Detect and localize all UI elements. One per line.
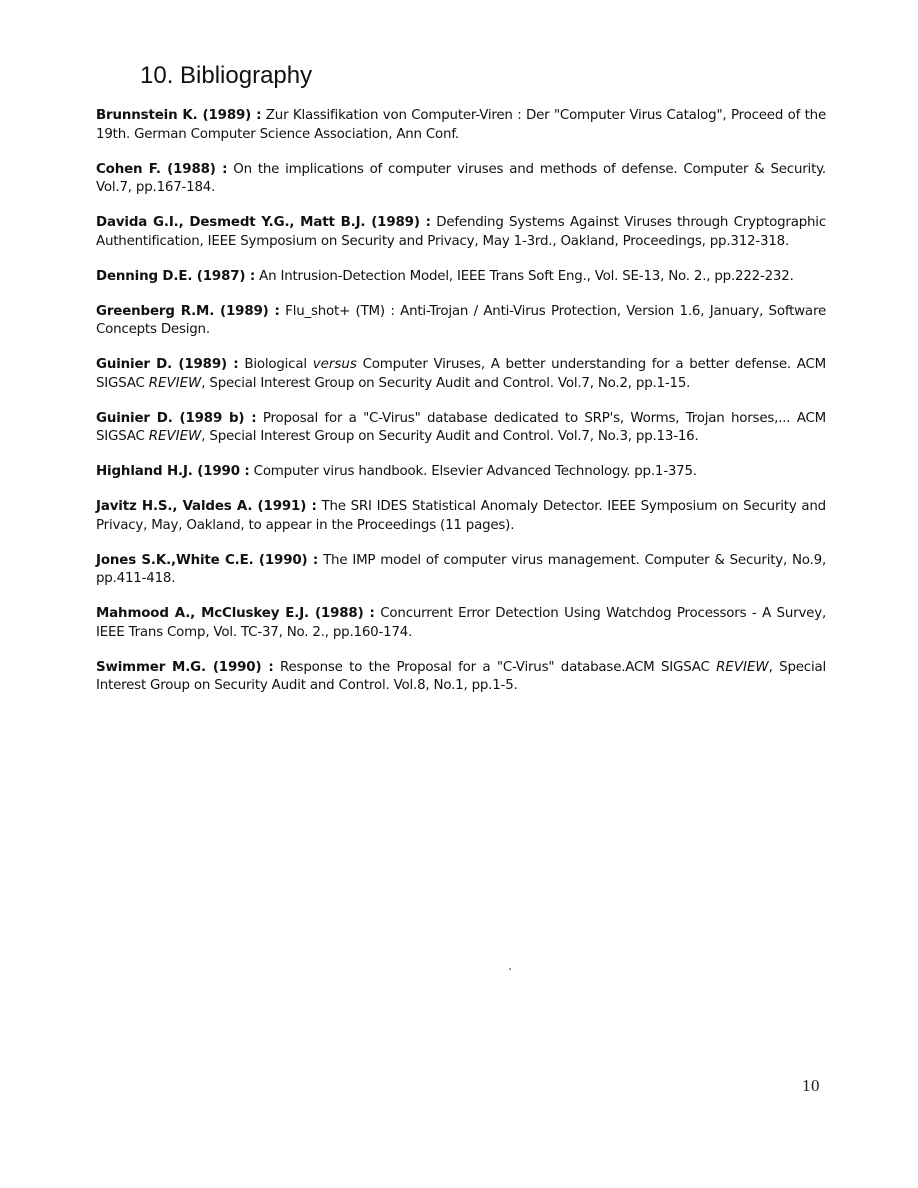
reference-authors: Jones S.K.,White C.E. (1990) : xyxy=(96,552,319,568)
reference-italic-text: REVIEW xyxy=(148,375,202,391)
reference-text: Biological xyxy=(238,357,313,372)
reference-guinier-1989 xyxy=(96,356,826,393)
reference-text: The IMP model of computer virus management. Computer & Security, No.9, pp.411-418. xyxy=(96,552,826,586)
reference-list xyxy=(96,107,826,712)
reference-guinier-1989b xyxy=(96,410,826,447)
reference-text: The SRI IDES Statistical Anomaly Detector. IEEE Symposium on Security and Privacy, May, Oakland, to appear in the Proceedings (11 pages). xyxy=(96,499,826,533)
scan-speck xyxy=(509,968,511,970)
reference-cohen-1988 xyxy=(96,161,826,198)
reference-text: Proposal for a "C-Virus" database dedicated to SRP's, Worms, Trojan horses,... ACM SIGSAC xyxy=(96,410,826,444)
reference-text: Computer Viruses, A better understanding for a better defense. ACM SIGSAC xyxy=(96,357,826,391)
reference-mahmood-1988 xyxy=(96,605,826,642)
reference-authors: Mahmood A., McCluskey E.J. (1988) : xyxy=(96,606,375,621)
reference-swimmer-1990 xyxy=(96,659,826,696)
reference-text: An Intrusion-Detection Model, IEEE Trans Soft Eng., Vol. SE-13, No. 2., pp.222-232. xyxy=(255,268,794,284)
reference-davida-1989 xyxy=(96,214,826,251)
reference-authors: Brunnstein K. (1989) : xyxy=(96,108,262,123)
reference-authors: Cohen F. (1988) : xyxy=(96,161,228,177)
reference-text: , Special Interest Group on Security Audit and Control. Vol.7, No.3, pp.13-16. xyxy=(201,429,699,444)
reference-text: On the implications of computer viruses and methods of defense. Computer & Security. Vol.7, pp.167-184. xyxy=(96,161,826,195)
reference-brunnstein-1989 xyxy=(96,107,826,144)
reference-text: Defending Systems Against Viruses through Cryptographic Authentification, IEEE Symposium on Security and Privacy, May 1-3rd., Oakland, Proceedings, pp.312-318. xyxy=(96,215,826,249)
reference-authors: Davida G.I., Desmedt Y.G., Matt B.J. (1989) : xyxy=(96,215,431,230)
reference-text: , Special Interest Group on Security Audit and Control. Vol.7, No.2, pp.1-15. xyxy=(201,375,691,391)
reference-authors: Denning D.E. (1987) : xyxy=(96,268,256,284)
reference-italic-text: REVIEW xyxy=(716,659,769,675)
reference-authors: Guinier D. (1989) : xyxy=(96,357,239,372)
reference-jones-1990 xyxy=(96,552,826,589)
reference-greenberg-1989 xyxy=(96,303,826,340)
reference-authors: Guinier D. (1989 b) : xyxy=(96,410,257,426)
reference-highland-1990 xyxy=(96,463,826,482)
reference-text: Flu_shot+ (TM) : Anti-Trojan / Anti-Virus Protection, Version 1.6, January, Software Concepts Design. xyxy=(96,303,826,337)
reference-text: , Special Interest Group on Security Audit and Control. Vol.8, No.1, pp.1-5. xyxy=(96,659,827,693)
reference-text: Computer virus handbook. Elsevier Advanced Technology. pp.1-375. xyxy=(249,464,697,479)
reference-authors: Swimmer M.G. (1990) : xyxy=(96,659,274,675)
reference-javitz-1991 xyxy=(96,498,826,535)
page-number: 10 xyxy=(802,1076,820,1095)
reference-italic-text: REVIEW xyxy=(148,429,202,444)
reference-authors: Javitz H.S., Valdes A. (1991) : xyxy=(96,499,317,514)
reference-text: Concurrent Error Detection Using Watchdog Processors - A Survey, IEEE Trans Comp, Vol. TC-37, No. 2., pp.160-174. xyxy=(96,606,826,640)
reference-authors: Greenberg R.M. (1989) : xyxy=(96,303,280,319)
section-title: 10. Bibliography xyxy=(140,62,313,89)
reference-text: Response to the Proposal for a "C-Virus" database.ACM SIGSAC xyxy=(273,659,717,675)
reference-denning-1987 xyxy=(96,268,826,287)
reference-text: Zur Klassifikation von Computer-Viren : Der "Computer Virus Catalog", Proceed of the 19th. German Computer Science Association, Ann Conf. xyxy=(96,108,827,142)
reference-authors: Highland H.J. (1990 : xyxy=(96,464,250,479)
reference-italic-text: versus xyxy=(312,357,357,372)
